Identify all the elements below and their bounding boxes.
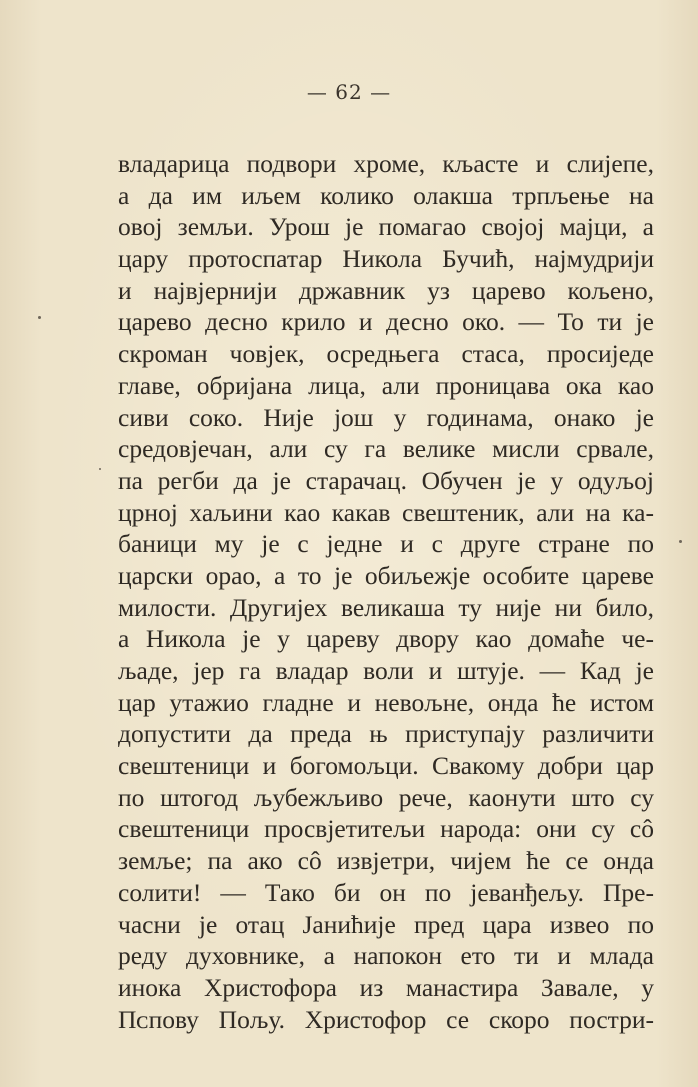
text-line: баници му је с једне и с друге стране по — [118, 529, 654, 559]
text-line: инока Христофора из манастира Завале, у — [118, 972, 654, 1002]
text-line: владарица подвори хроме, кљасте и слијепе, — [118, 149, 654, 178]
paper-speck — [38, 316, 41, 319]
text-line: а да им иљем колико олакша трпљење на — [118, 180, 654, 210]
text-line: цар утажио гладне и невољне, онда ће истом — [118, 687, 654, 717]
text-line: Пᴄпову Пољу. Христофор се скоро постри- — [118, 1004, 654, 1034]
text-line: часни је отац Јанићије пред цара извео по — [118, 909, 654, 939]
text-line: реду духовнике, а напокон ето ти и млада — [118, 941, 654, 971]
text-line: свештеници просвјетитељи народа: они су сô — [118, 814, 654, 844]
paper-speck — [679, 540, 682, 543]
text-line: свештеници и богомољци. Свакому добри цар — [118, 751, 654, 781]
text-line: допустити да преда њ приступају различити — [118, 719, 654, 749]
text-line: земље; па ако сô извјетри, чијем ће се онда — [118, 846, 654, 876]
text-line: солити! — Тако би он по јеванђељу. Пре- — [118, 877, 654, 907]
page-number: — 62 — — [306, 80, 392, 104]
text-line: скроман човјек, осредњега стаса, просиједе — [118, 339, 654, 369]
text-line: па регби да је старачац. Обучен је у одуљој — [118, 465, 654, 495]
text-line: и највјернији државник уз царево кољено, — [118, 275, 654, 305]
text-line: средовјечан, али су га велике мисли срвале, — [118, 434, 654, 464]
text-line: црној хаљини као какав свештеник, али на ка- — [118, 497, 654, 527]
text-line: царски орао, а то је обиљежје особите цареве — [118, 560, 654, 590]
text-line: цару протоспатар Никола Бучић, најмудрији — [118, 244, 654, 274]
text-line: царево десно крило и десно око. — То ти је — [118, 307, 654, 337]
text-line: главе, обријана лица, али проницава ока као — [118, 370, 654, 400]
text-line: љаде, јер га владар воли и штује. — Кад је — [118, 656, 654, 685]
text-line: сиви соко. Није још у годинама, онако је — [118, 402, 654, 432]
paper-speck — [99, 468, 101, 470]
text-line: а Никола је у цареву двору као домаће че- — [118, 624, 654, 654]
text-line: овој земљи. Урош је помагао својој мајци, а — [118, 212, 654, 242]
body-text — [118, 148, 654, 1035]
text-line: милости. Другијех великаша ту није ни било, — [118, 592, 654, 622]
text-line: по штогод љубежљиво рече, каонути што су — [118, 782, 654, 812]
